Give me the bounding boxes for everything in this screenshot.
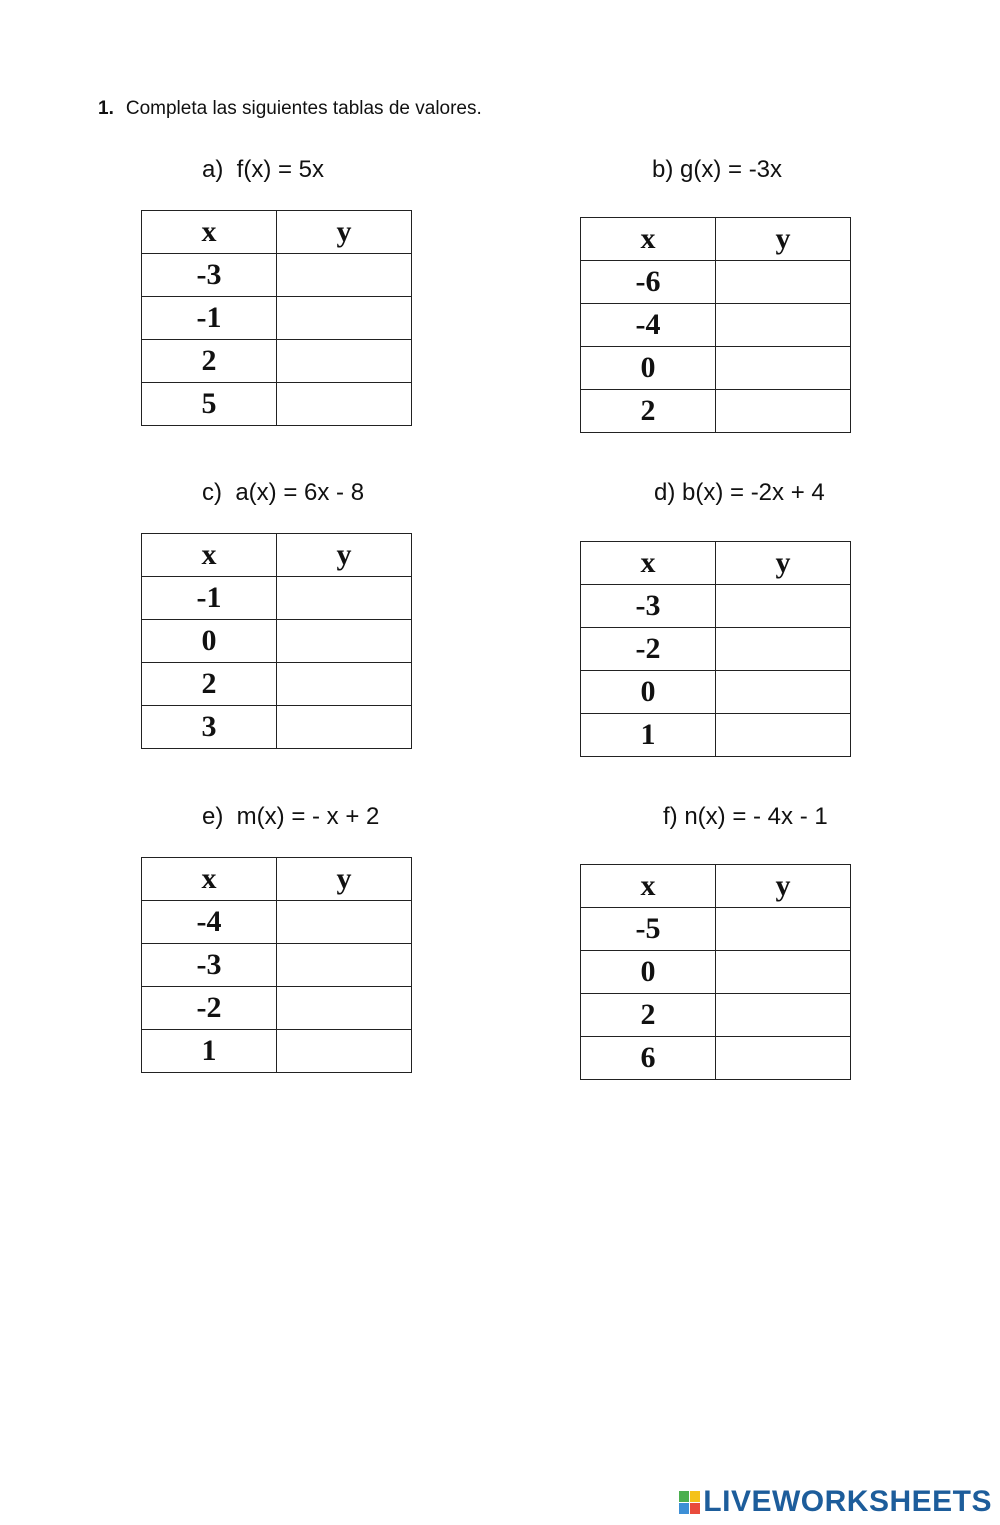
x-value: -3 bbox=[581, 585, 716, 628]
y-answer-cell[interactable] bbox=[277, 297, 412, 340]
table-row bbox=[581, 585, 851, 628]
x-value: 1 bbox=[142, 1030, 277, 1073]
header-y: y bbox=[277, 211, 412, 254]
y-answer-cell[interactable] bbox=[716, 1037, 851, 1080]
exercise-c-table bbox=[141, 533, 412, 749]
y-answer-cell[interactable] bbox=[716, 628, 851, 671]
exercise-e-table bbox=[141, 857, 412, 1073]
table-row bbox=[142, 577, 412, 620]
x-value: -2 bbox=[581, 628, 716, 671]
exercise-d-table bbox=[580, 541, 851, 757]
exercise-b-table bbox=[580, 217, 851, 433]
header-y: y bbox=[716, 218, 851, 261]
table-row bbox=[581, 951, 851, 994]
y-answer-cell[interactable] bbox=[277, 1030, 412, 1073]
y-answer-cell[interactable] bbox=[277, 987, 412, 1030]
table-row bbox=[581, 994, 851, 1037]
x-value: 0 bbox=[581, 347, 716, 390]
table-row bbox=[142, 620, 412, 663]
y-answer-cell[interactable] bbox=[716, 908, 851, 951]
x-value: -4 bbox=[142, 901, 277, 944]
instruction-number: 1. bbox=[98, 98, 114, 119]
table-row bbox=[581, 714, 851, 757]
header-y: y bbox=[277, 534, 412, 577]
table-row bbox=[142, 663, 412, 706]
table-row bbox=[581, 390, 851, 433]
header-x: x bbox=[581, 865, 716, 908]
x-value: 0 bbox=[581, 671, 716, 714]
x-value: 0 bbox=[581, 951, 716, 994]
x-value: -2 bbox=[142, 987, 277, 1030]
table-row bbox=[142, 944, 412, 987]
x-value: -5 bbox=[581, 908, 716, 951]
x-value: -1 bbox=[142, 577, 277, 620]
table-row bbox=[142, 254, 412, 297]
exercise-a-table bbox=[141, 210, 412, 426]
liveworksheets-logo bbox=[679, 1485, 992, 1519]
exercise-f-table bbox=[580, 864, 851, 1080]
table-header-row bbox=[581, 542, 851, 585]
x-value: 2 bbox=[581, 390, 716, 433]
y-answer-cell[interactable] bbox=[277, 254, 412, 297]
table-row bbox=[581, 671, 851, 714]
table-row bbox=[581, 261, 851, 304]
x-value: -3 bbox=[142, 254, 277, 297]
y-answer-cell[interactable] bbox=[277, 577, 412, 620]
table-header-row bbox=[142, 858, 412, 901]
y-answer-cell[interactable] bbox=[716, 671, 851, 714]
instruction bbox=[98, 98, 482, 120]
exercise-a-title: a) f(x) = 5x bbox=[202, 156, 325, 183]
x-value: 2 bbox=[581, 994, 716, 1037]
table-row bbox=[142, 1030, 412, 1073]
y-answer-cell[interactable] bbox=[277, 620, 412, 663]
table-row bbox=[142, 383, 412, 426]
y-answer-cell[interactable] bbox=[277, 944, 412, 987]
exercise-d-title: d) b(x) = -2x + 4 bbox=[654, 479, 825, 506]
x-value: 6 bbox=[581, 1037, 716, 1080]
table-row bbox=[142, 706, 412, 749]
y-answer-cell[interactable] bbox=[277, 383, 412, 426]
exercise-b-title: b) g(x) = -3x bbox=[652, 156, 783, 183]
y-answer-cell[interactable] bbox=[716, 585, 851, 628]
header-x: x bbox=[142, 858, 277, 901]
brand-text: LIVEWORKSHEETS bbox=[703, 1485, 992, 1518]
x-value: 2 bbox=[142, 340, 277, 383]
y-answer-cell[interactable] bbox=[277, 663, 412, 706]
instruction-text: Completa las siguientes tablas de valores. bbox=[125, 98, 482, 119]
table-row bbox=[581, 1037, 851, 1080]
table-header-row bbox=[581, 218, 851, 261]
x-value: -1 bbox=[142, 297, 277, 340]
header-x: x bbox=[142, 211, 277, 254]
table-header-row bbox=[142, 211, 412, 254]
exercise-e-title: e) m(x) = - x + 2 bbox=[202, 803, 380, 830]
y-answer-cell[interactable] bbox=[716, 347, 851, 390]
table-row bbox=[142, 987, 412, 1030]
table-row bbox=[581, 908, 851, 951]
x-value: -3 bbox=[142, 944, 277, 987]
y-answer-cell[interactable] bbox=[716, 714, 851, 757]
y-answer-cell[interactable] bbox=[716, 304, 851, 347]
liveworksheets-logo-icon bbox=[679, 1491, 700, 1514]
table-row bbox=[142, 297, 412, 340]
y-answer-cell[interactable] bbox=[716, 261, 851, 304]
y-answer-cell[interactable] bbox=[277, 340, 412, 383]
table-row bbox=[581, 628, 851, 671]
x-value: 3 bbox=[142, 706, 277, 749]
y-answer-cell[interactable] bbox=[716, 994, 851, 1037]
exercise-c-title: c) a(x) = 6x - 8 bbox=[202, 479, 365, 506]
header-x: x bbox=[142, 534, 277, 577]
y-answer-cell[interactable] bbox=[716, 951, 851, 994]
table-row bbox=[142, 340, 412, 383]
table-row bbox=[581, 304, 851, 347]
y-answer-cell[interactable] bbox=[277, 901, 412, 944]
x-value: 2 bbox=[142, 663, 277, 706]
header-y: y bbox=[716, 865, 851, 908]
header-x: x bbox=[581, 542, 716, 585]
x-value: 0 bbox=[142, 620, 277, 663]
x-value: -4 bbox=[581, 304, 716, 347]
table-row bbox=[581, 347, 851, 390]
x-value: -6 bbox=[581, 261, 716, 304]
x-value: 1 bbox=[581, 714, 716, 757]
header-y: y bbox=[277, 858, 412, 901]
table-header-row bbox=[142, 534, 412, 577]
table-header-row bbox=[581, 865, 851, 908]
y-answer-cell[interactable] bbox=[716, 390, 851, 433]
header-x: x bbox=[581, 218, 716, 261]
exercise-f-title: f) n(x) = - 4x - 1 bbox=[663, 803, 828, 830]
x-value: 5 bbox=[142, 383, 277, 426]
table-row bbox=[142, 901, 412, 944]
y-answer-cell[interactable] bbox=[277, 706, 412, 749]
header-y: y bbox=[716, 542, 851, 585]
